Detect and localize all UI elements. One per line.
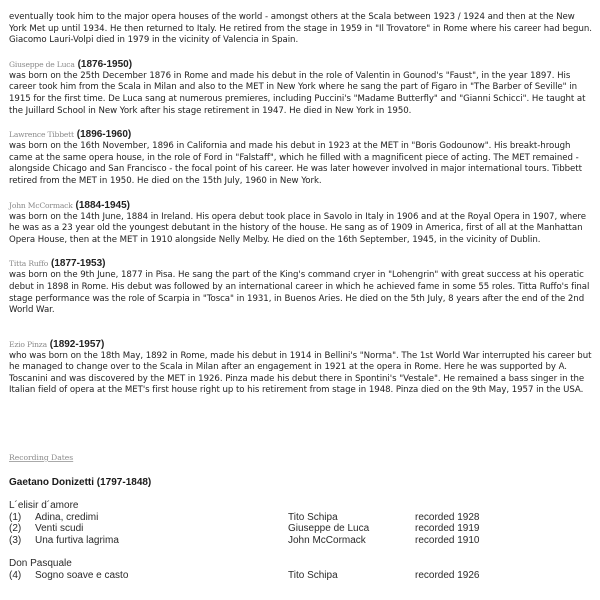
track-row [9, 535, 593, 547]
bio-heading [9, 339, 593, 351]
track-artist: Giuseppe de Luca [288, 523, 370, 535]
singer-name: Ezio Pinza [9, 339, 47, 349]
opera-don-pasquale [9, 558, 593, 581]
track-artist: John McCormack [288, 534, 366, 546]
track-title: Venti scudi [35, 523, 84, 535]
singer-name: Giuseppe de Luca [9, 59, 75, 69]
singer-name: John McCormack [9, 200, 73, 210]
track-date: recorded 1928 [415, 511, 480, 523]
bio-heading [9, 200, 593, 212]
bio-text: was born on the 14th June, 1884 in Ireland. His opera debut took place in Savolo in Italy in 1906 and at the Royal Opera in 1907, where he was as a 23 year old the youngest debutant in the history of the house. He sang as of 1909 in America, first of all at the Manhattan Opera House, then at the MET in 1910 alongside Nelly Melby. He died on the 16th September, 1945, in the vicinity of Dublin. [9, 211, 586, 245]
bio-heading [9, 129, 593, 141]
track-artist: Tito Schipa [288, 569, 338, 581]
track-row [9, 512, 593, 524]
singer-name: Lawrence Tibbett [9, 130, 74, 140]
singer-years: (1876-1950) [77, 58, 133, 70]
singer-name: Titta Ruffo [9, 259, 49, 269]
bio-lawrence-tibbett [9, 129, 593, 187]
bio-text: was born on the 25th December 1876 in Rome and made his debut in the role of Valentin in Gounod's "Faust", in the year 1897. His career took him from the Scala in Milan and also to the MET in New York where he sang the part of Figaro in "The Barber of Seville" in 1915 for the first time. De Luca sang at numerous premieres, including Puccini's "Madame Butterfly" and "Gianni Schicci". He taught at the Juillard School in New York after his stage retirement in 1947. He died in New York in 1950. [9, 70, 586, 116]
biographies [9, 12, 593, 409]
bio-text: was born on the 16th November, 1896 in California and made his debut in 1923 at the MET in "Boris Godounow". His breakt-hrough came at the same opera house, in the role of Ford in "Falstaff", which he filled with a magnificent piece of acting. The MET remained - alongside Chicago and San Francisco - the focal point of his career. He was later however involved in major international tours. Tibbett retired from the MET in 1950. He died on the 15th July, 1960 in New York. [9, 141, 582, 186]
track-number: (1) [9, 511, 22, 523]
bio-giuseppe-de-luca [9, 59, 593, 117]
singer-years: (1884-1945) [75, 199, 130, 211]
bio-john-mccormack [9, 200, 593, 247]
track-date: recorded 1926 [415, 569, 480, 581]
opera-elisir [9, 500, 593, 546]
track-row [9, 570, 593, 582]
track-title: Adina, credimi [35, 511, 99, 523]
singer-years: (1892-1957) [49, 338, 105, 350]
bio-heading [9, 258, 593, 270]
singer-years: (1877-1953) [51, 258, 106, 270]
bio-text: was born on the 9th June, 1877 in Pisa. He sang the part of the King's command cryer in "Lohengrin" with great success at his operatic debut in 1898 in Rome. His debut was followed by an international career in which he achieved fame in some 55 roles. Titta Ruffo's final stage performance was the role of Scarpia in "Tosca" in 1931, in Buenos Aries. He died on the 5th July, 8 years after the end of the 2nd World War. [9, 270, 590, 316]
opera-title: Don Pasquale [9, 558, 72, 569]
bio-titta-ruffo [9, 258, 593, 316]
track-number: (2) [9, 523, 22, 535]
track-title: Sogno soave e casto [35, 569, 129, 581]
track-title: Una furtiva lagrima [35, 534, 119, 546]
track-artist: Tito Schipa [288, 511, 338, 523]
track-number: (4) [9, 569, 22, 581]
track-row [9, 523, 593, 535]
composer-heading: Gaetano Donizetti (1797-1848) [9, 477, 152, 488]
bio-text: who was born on the 18th May, 1892 in Rome, made his debut in 1914 in Bellini's "Norma". The 1st World War interrupted his career but he managed to change over to the Scala in Milan after an engagement in 1921 at the opera in Rome. Here he was supported by A. Toscanini and was discovered by the MET in 1926. Pinza made his debut there in Spontini's "Vestale". He remained a bass singer in the Italian field of opera at the MET's first house right up to his retirement from stage in 1948. Pinza died on the 9th May, 1957 in the USA. [9, 350, 592, 396]
track-date: recorded 1910 [415, 534, 480, 546]
bio-ezio-pinza [9, 339, 593, 397]
intro-paragraph: eventually took him to the major opera houses of the world - amongst others at the Scala between 1923 / 1924 and then at the New York Met up until 1934. He then returned to Italy. He retired from the stage in 1959 in "Il Trovatore" in Rome where his career had begun. Giacomo Lauri-Volpi died in 1979 in the vicinity of Valencia in Spain. [9, 12, 592, 46]
opera-title: L´elisir d´amore [9, 500, 79, 511]
track-date: recorded 1919 [415, 523, 480, 535]
track-number: (3) [9, 534, 22, 546]
bio-heading [9, 59, 593, 71]
recording-dates-heading: Recording Dates [9, 453, 74, 462]
singer-years: (1896-1960) [76, 129, 132, 141]
